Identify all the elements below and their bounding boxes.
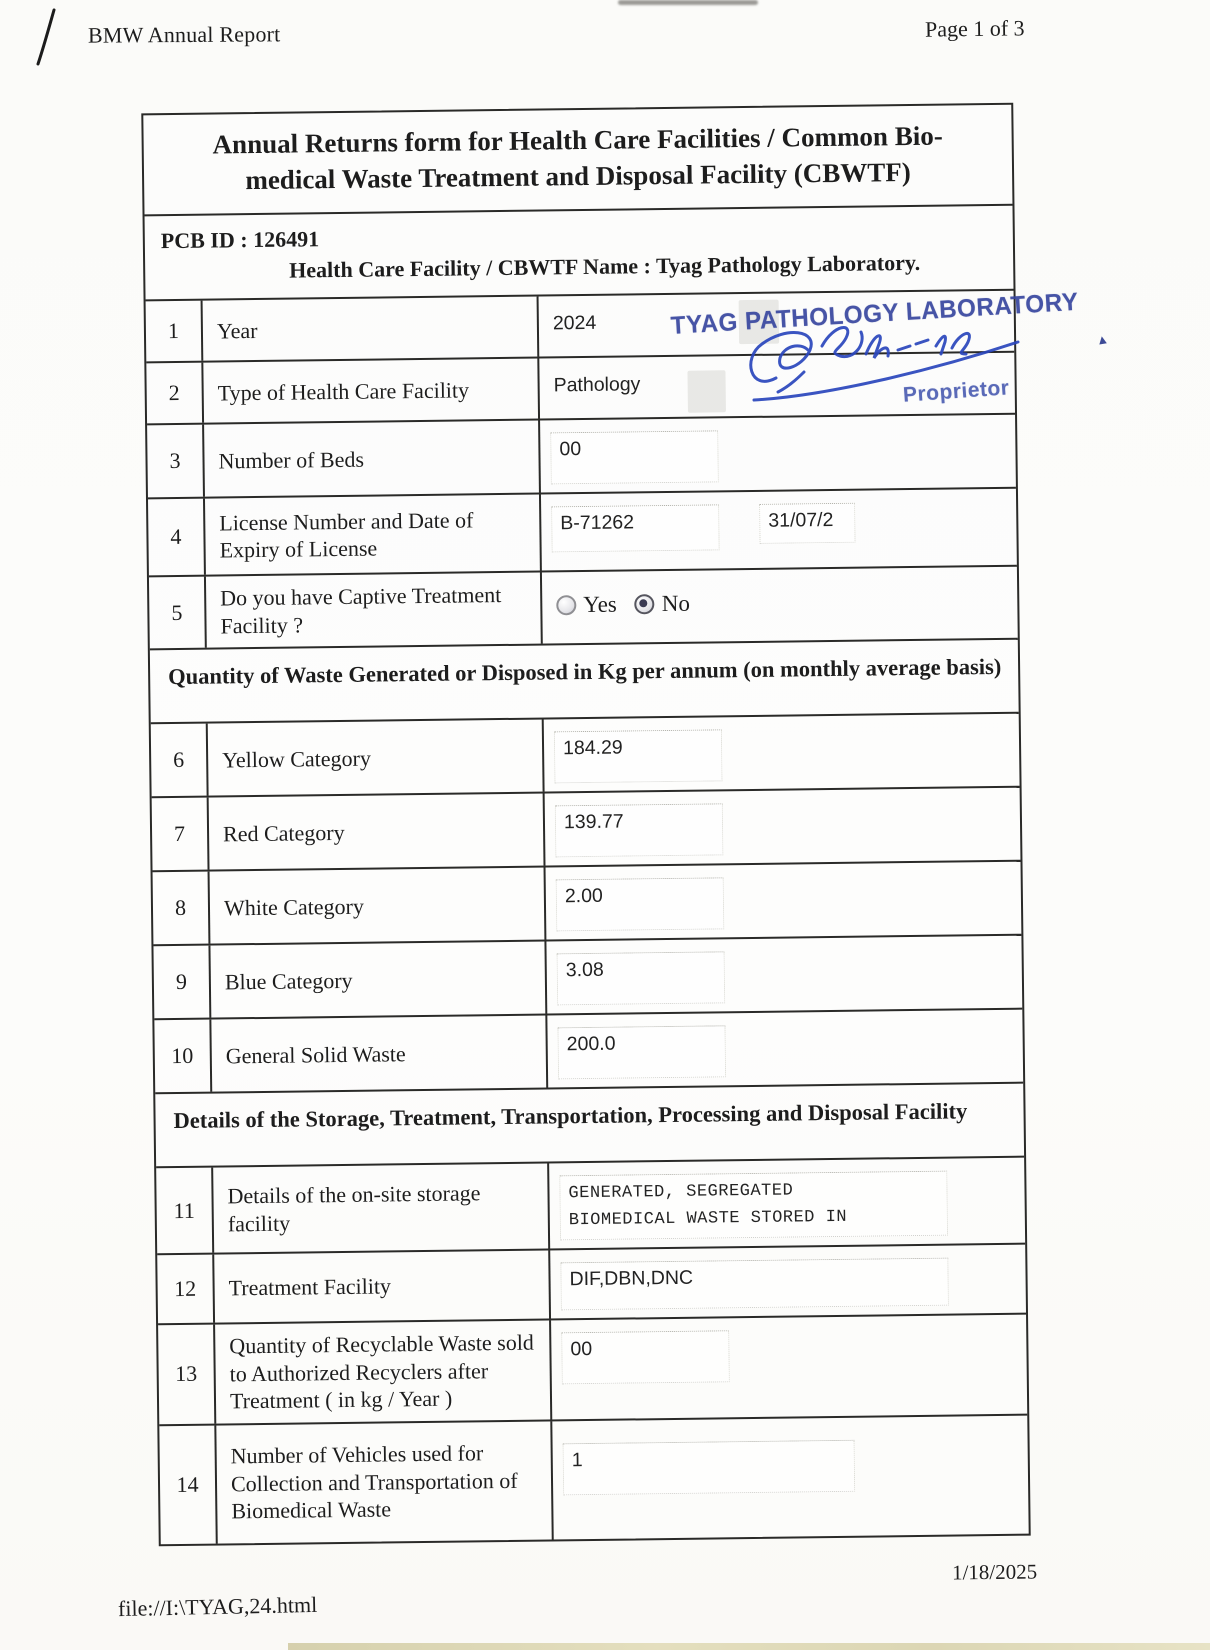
stamp-mark: ▲ [1094,331,1110,349]
row-label: General Solid Waste [211,1016,548,1092]
row-label: Year [203,297,540,361]
row-number: 1 [146,301,204,362]
footer-date: 1/18/2025 [951,1559,1038,1585]
table-row [157,1245,1026,1326]
blue-category-field[interactable]: 3.08 [557,952,726,1006]
row-label: White Category [210,868,547,944]
row-label: Number of Vehicles used for Collection and Transportation of Biomedical Waste [216,1421,553,1543]
row-number: 7 [152,798,210,871]
radio-label-no: No [661,591,691,617]
laboratory-stamp: TYAG PATHOLOGY LABORATORY [670,287,1080,340]
onsite-storage-field[interactable]: GENERATED, SEGREGATED BIOMEDICAL WASTE STORED IN [568,1181,848,1231]
row-number: 11 [156,1168,214,1253]
row-label: Red Category [209,794,546,870]
pen-slash-mark [32,8,58,66]
captive-yes-radio[interactable] [556,596,576,616]
row-label: Details of the on-site storage facility [213,1164,550,1253]
row-label: Quantity of Recyclable Waste sold to Authorized Recyclers after Treatment ( in kg / Year ) [215,1321,552,1424]
row-label: Blue Category [210,942,547,1018]
general-solid-waste-field[interactable]: 200.0 [557,1026,726,1080]
page-header-title: BMW Annual Report [87,21,281,48]
facility-type-field[interactable]: Pathology [553,373,641,397]
yellow-category-field[interactable]: 184.29 [554,730,723,784]
table-row [149,567,1018,651]
radio-label-yes: Yes [583,592,617,618]
table-row [151,714,1020,799]
pcb-id: PCB ID : 126491 [160,226,320,254]
license-expiry-field[interactable]: 31/07/2 [759,503,855,544]
license-number-field[interactable]: B-71262 [551,505,720,553]
table-row [147,415,1016,500]
captive-no-radio[interactable] [635,595,655,615]
table-row [154,1010,1023,1095]
page-number: Page 1 of 3 [924,15,1025,42]
scan-smudge [687,371,726,413]
table-row [159,1415,1028,1544]
row-number: 9 [153,946,211,1019]
row-number: 5 [149,577,207,649]
section-heading-waste: Quantity of Waste Generated or Disposed in Kg per annum (on monthly average basis) [168,654,1002,690]
beds-field[interactable]: 00 [550,431,719,485]
row-label: License Number and Date of Expiry of License [205,495,542,575]
row-label: Number of Beds [204,421,541,497]
table-row [152,788,1021,873]
facility-name: Health Care Facility / CBWTF Name : Tyag Pathology Laboratory. [289,249,921,283]
row-number: 10 [154,1020,212,1093]
row-number: 12 [157,1255,215,1324]
treatment-facility-field[interactable]: DIF,DBN,DNC [560,1258,949,1311]
proprietor-stamp: Proprietor [902,376,1011,407]
row-number: 13 [158,1325,216,1424]
vehicles-field[interactable]: 1 [563,1439,856,1495]
footer-file-path: file://I:\TYAG,24.html [117,1591,318,1622]
row-label: Do you have Captive Treatment Facility ? [206,573,543,648]
table-row [156,1158,1025,1255]
row-number: 2 [146,363,204,424]
row-label: Treatment Facility [214,1251,551,1323]
section-heading-details: Details of the Storage, Treatment, Transportation, Processing and Disposal Facility [173,1098,968,1134]
row-label: Type of Health Care Facility [203,359,540,423]
red-category-field[interactable]: 139.77 [555,804,724,858]
row-number: 14 [159,1425,217,1544]
row-number: 4 [148,499,206,576]
scan-edge-strip [288,1643,1210,1650]
year-field[interactable]: 2024 [552,312,597,335]
recyclable-waste-field[interactable]: 00 [561,1330,730,1384]
scan-smudge [618,0,758,5]
row-label: Yellow Category [208,720,545,796]
table-row [153,862,1022,947]
table-row [148,489,1017,578]
white-category-field[interactable]: 2.00 [556,878,725,932]
row-number: 3 [147,425,205,498]
row-number: 6 [151,724,209,797]
table-row [153,936,1022,1021]
row-number: 8 [153,872,211,945]
table-row [158,1315,1027,1426]
form-title: Annual Returns form for Health Care Facilities / Common Bio-medical Waste Treatment and Disposal Facility (CBWTF) [212,120,943,196]
